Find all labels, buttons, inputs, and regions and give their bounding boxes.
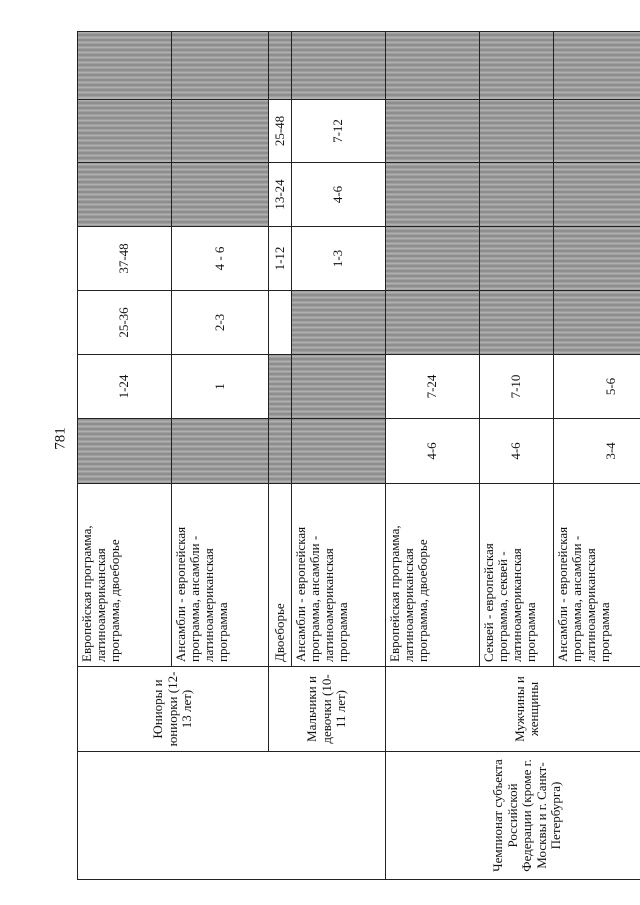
- competition-cell: Чемпионат субъекта Российской Федерации (кроме г. Москвы и г. Санкт-Петербурга): [385, 752, 640, 880]
- value-cell: [291, 419, 385, 484]
- value-cell: [553, 291, 640, 355]
- page-number: 781: [52, 427, 69, 450]
- value-cell: 25-48: [269, 100, 291, 163]
- value-cell: 7-10: [479, 355, 553, 419]
- program-cell: Секвей - европейская программа, секвей - латиноамериканская программа: [479, 484, 553, 667]
- value-cell: 5-6: [553, 355, 640, 419]
- value-cell: [269, 32, 291, 100]
- program-cell: Ансамбли - европейская программа, ансамбли - латиноамериканская программа: [291, 484, 385, 667]
- value-cell: [291, 355, 385, 419]
- value-cell: [78, 32, 172, 100]
- value-cell: 3-4: [553, 419, 640, 484]
- value-cell: [479, 100, 553, 163]
- value-cell: 1-12: [269, 227, 291, 291]
- value-cell: 7-12: [291, 100, 385, 163]
- value-cell: [385, 100, 479, 163]
- value-cell: [479, 32, 553, 100]
- program-cell: Ансамбли - европейская программа, ансамбли - латиноамериканская программа: [172, 484, 269, 667]
- value-cell: 2-3: [172, 291, 269, 355]
- value-cell: [172, 163, 269, 227]
- value-cell: 4-6: [479, 419, 553, 484]
- value-cell: [291, 291, 385, 355]
- category-cell: Юниоры и юниорки (12-13 лет): [78, 667, 269, 752]
- program-cell: Ансамбли - европейская программа, ансамбли - латиноамериканская программа: [553, 484, 640, 667]
- value-cell: 1: [172, 355, 269, 419]
- value-cell: [385, 32, 479, 100]
- value-cell: [479, 227, 553, 291]
- value-cell: 1-24: [78, 355, 172, 419]
- value-cell: [553, 163, 640, 227]
- value-cell: [553, 100, 640, 163]
- value-cell: 37-48: [78, 227, 172, 291]
- value-cell: 13-24: [269, 163, 291, 227]
- value-cell: [385, 291, 479, 355]
- value-cell: [172, 419, 269, 484]
- value-cell: [269, 419, 291, 484]
- value-cell: [269, 291, 291, 355]
- value-cell: [385, 163, 479, 227]
- value-cell: [172, 32, 269, 100]
- category-cell: Мальчики и девочки (10-11 лет): [269, 667, 385, 752]
- value-cell: 1-3: [291, 227, 385, 291]
- value-cell: [172, 100, 269, 163]
- value-cell: 4-6: [291, 163, 385, 227]
- value-cell: [78, 100, 172, 163]
- value-cell: [385, 227, 479, 291]
- value-cell: [291, 32, 385, 100]
- value-cell: [78, 163, 172, 227]
- value-cell: 25-36: [78, 291, 172, 355]
- sports-rank-table: [77, 115, 640, 880]
- value-cell: [78, 419, 172, 484]
- program-cell: Двоеборье: [269, 484, 291, 667]
- value-cell: [553, 32, 640, 100]
- value-cell: [479, 291, 553, 355]
- program-cell: Европейская программа, латиноамериканская программа, двоеборье: [78, 484, 172, 667]
- value-cell: 4-6: [385, 419, 479, 484]
- value-cell: [269, 355, 291, 419]
- table-row: [78, 32, 172, 880]
- table-row: [385, 32, 479, 880]
- value-cell: [553, 227, 640, 291]
- program-cell: Европейская программа, латиноамериканская программа, двоеборье: [385, 484, 479, 667]
- value-cell: 4 - 6: [172, 227, 269, 291]
- value-cell: [479, 163, 553, 227]
- category-cell: Мужчины и женщины: [385, 667, 640, 752]
- competition-cell: [78, 752, 386, 880]
- value-cell: 7-24: [385, 355, 479, 419]
